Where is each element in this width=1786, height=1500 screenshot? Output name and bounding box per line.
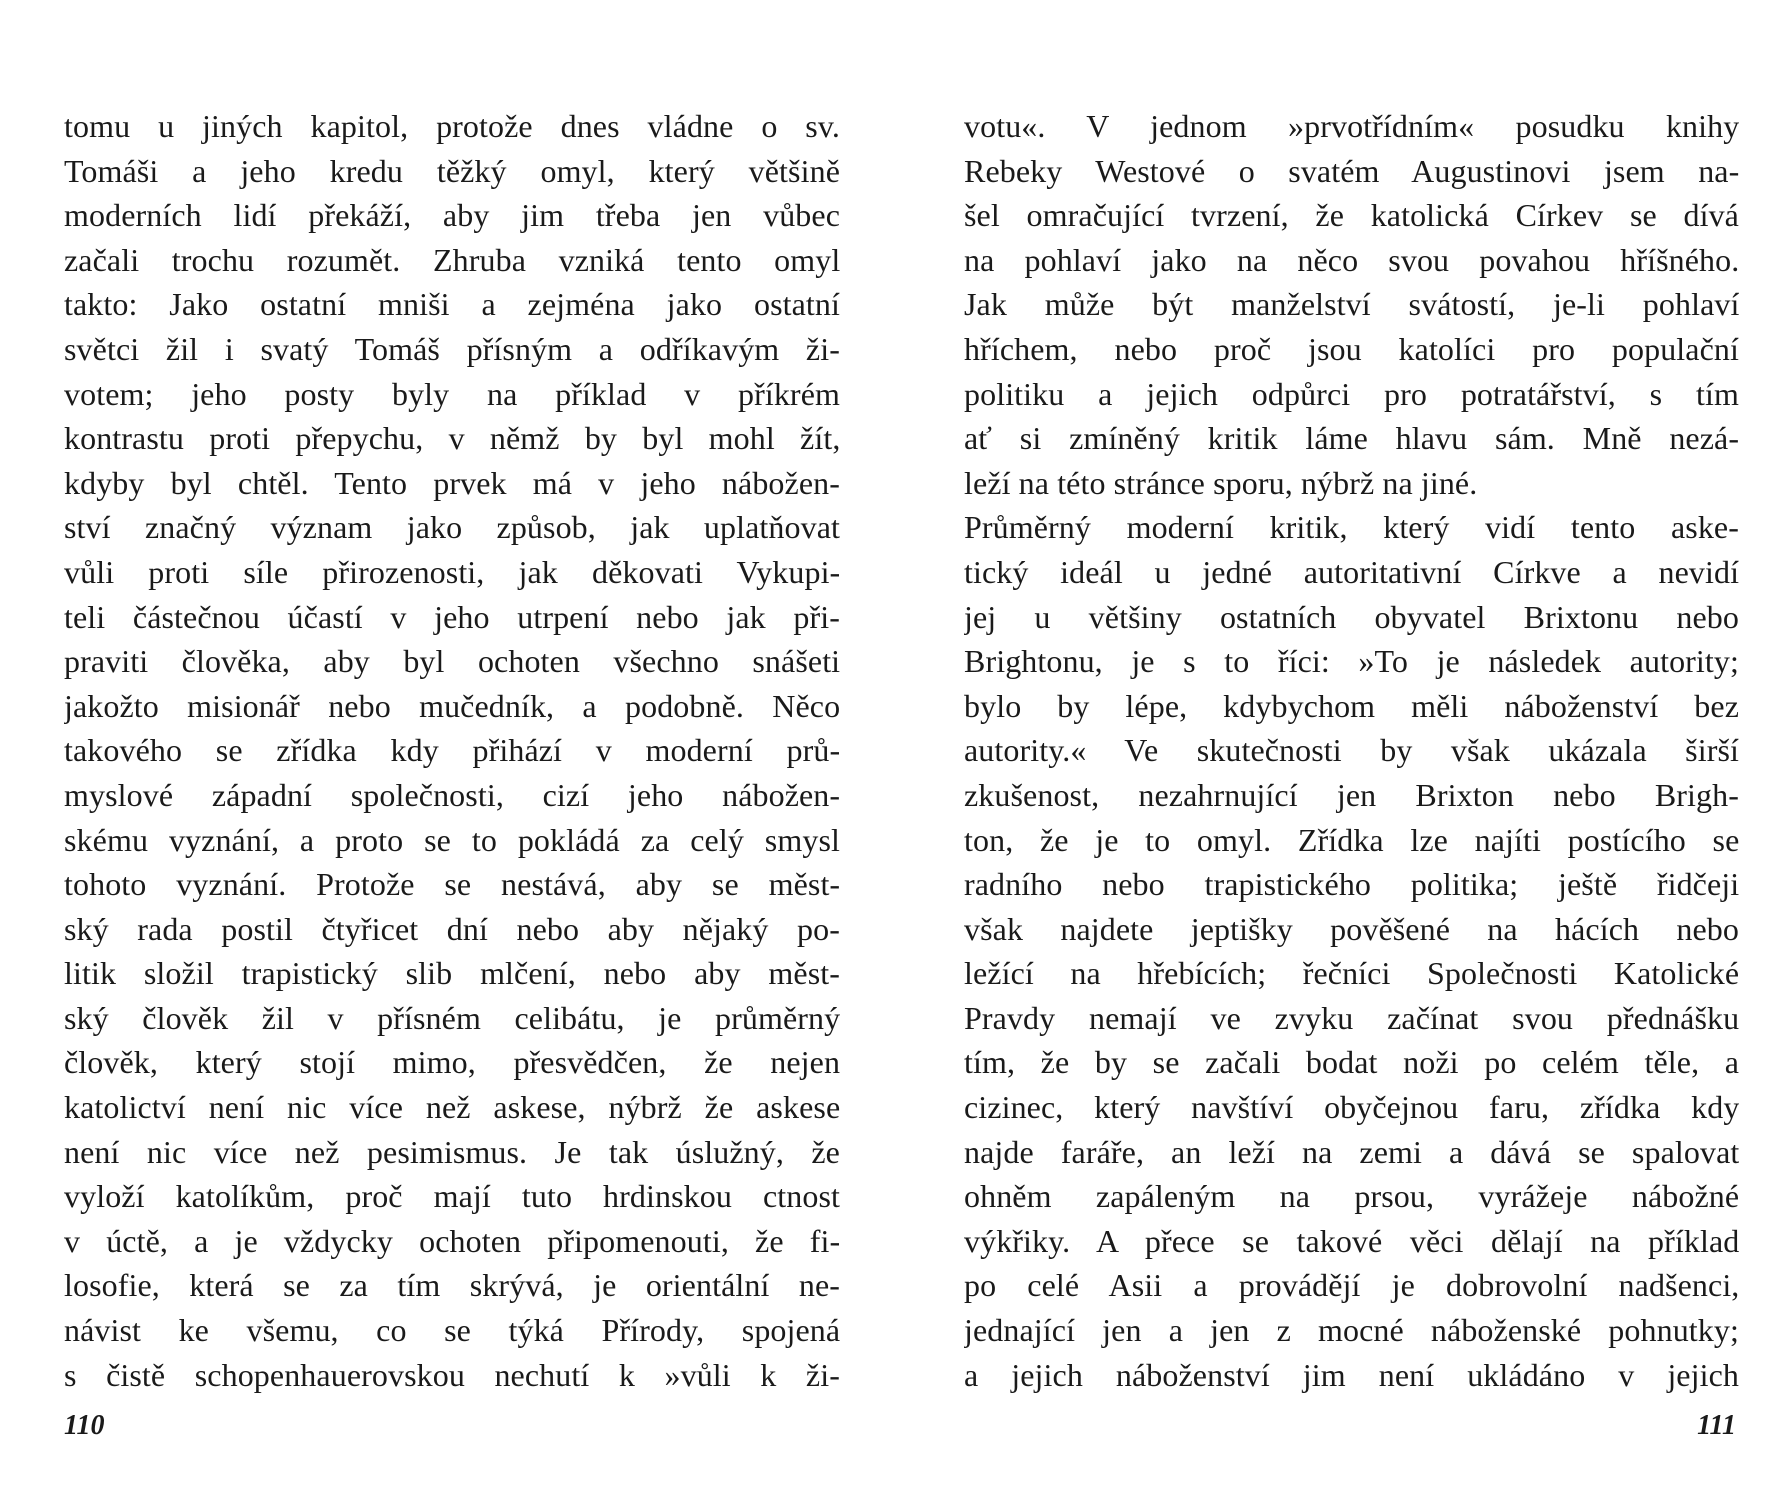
text-line: návist ke všemu, co se týká Přírody, spojená <box>64 1312 840 1349</box>
text-line: zkušenost, nezahrnující jen Brixton nebo Brigh- <box>964 776 1739 813</box>
text-line: jednající jen a jen z mocné náboženské pohnutky; <box>964 1312 1739 1349</box>
text-line: vyloží katolíkům, proč mají tuto hrdinskou ctnost <box>64 1178 840 1215</box>
text-line: votu«. V jednom »prvotřídním« posudku knihy <box>964 108 1739 144</box>
right-page-text <box>964 104 1739 1397</box>
text-line: tický ideál u jedné autoritativní Církve a nevidí <box>964 553 1739 590</box>
text-line: takto: Jako ostatní mniši a zejména jako ostatní <box>64 286 840 323</box>
text-line: ství značný význam jako způsob, jak uplatňovat <box>64 509 840 546</box>
text-line: takového se zřídka kdy přihází v moderní prů- <box>64 732 840 769</box>
text-line: moderních lidí překáží, aby jim třeba jen vůbec <box>64 197 840 234</box>
text-line: tím, že by se začali bodat noži po celém těle, a <box>964 1044 1739 1081</box>
text-line: tohoto vyznání. Protože se nestává, aby se měst- <box>64 866 840 903</box>
text-line: v úctě, a je vždycky ochoten připomenouti, že fi- <box>64 1222 840 1259</box>
page-number-right: 111 <box>1697 1410 1736 1441</box>
text-line: po celé Asii a provádějí je dobrovolní nadšenci, <box>964 1267 1739 1304</box>
text-line: jakožto misionář nebo mučedník, a podobně. Něco <box>64 687 840 724</box>
text-line: ať si zmíněný kritik láme hlavu sám. Mně nezá- <box>964 420 1739 457</box>
text-line: ský člověk žil v přísném celibátu, je průměrný <box>64 999 840 1036</box>
text-line: cizinec, který navštíví obyčejnou faru, zřídka kdy <box>964 1089 1739 1126</box>
text-line: ohněm zapáleným na prsou, vyrážeje nábožné <box>964 1178 1739 1215</box>
text-line: Jak může být manželství svátostí, je-li pohlaví <box>964 286 1739 323</box>
text-line: myslové západní společnosti, cizí jeho nábožen- <box>64 776 840 813</box>
text-line: politiku a jejich odpůrci pro potratářství, s tím <box>964 375 1739 412</box>
text-line: ský rada postil čtyřicet dní nebo aby nějaký po- <box>64 910 840 947</box>
text-line: skému vyznání, a proto se to pokládá za celý smysl <box>64 821 840 858</box>
text-line: Průměrný moderní kritik, který vidí tento aske- <box>964 509 1739 546</box>
page-number-left: 110 <box>64 1410 105 1441</box>
text-line: není nic více než pesimismus. Je tak úslužný, že <box>64 1133 840 1170</box>
text-line: ton, že je to omyl. Zřídka lze najíti postícího se <box>964 821 1739 858</box>
text-line: losofie, která se za tím skrývá, je orientální ne- <box>64 1267 840 1304</box>
text-line: ležící na hřebících; řečníci Společnosti Katolické <box>964 955 1739 992</box>
text-line: teli částečnou účastí v jeho utrpení nebo jak při- <box>64 598 840 635</box>
text-line: výkřiky. A přece se takové věci dělají na příklad <box>964 1222 1739 1259</box>
text-line: bylo by lépe, kdybychom měli náboženství bez <box>964 687 1739 724</box>
text-line: vůli proti síle přirozenosti, jak děkovati Vykupi- <box>64 553 840 590</box>
text-line: praviti člověka, aby byl ochoten všechno snášeti <box>64 643 840 680</box>
text-line: a jejich náboženství jim není ukládáno v jejich <box>964 1356 1739 1393</box>
right-page <box>893 0 1786 1500</box>
text-line: Rebeky Westové o svatém Augustinovi jsem na- <box>964 152 1739 189</box>
text-line: člověk, který stojí mimo, přesvědčen, že nejen <box>64 1044 840 1081</box>
text-line: šel omračující tvrzení, že katolická Církev se dívá <box>964 197 1739 234</box>
text-line: Pravdy nemají ve zvyku začínat svou přednášku <box>964 999 1739 1036</box>
text-line: začali trochu rozumět. Zhruba vzniká tento omyl <box>64 241 840 278</box>
text-line: najde faráře, an leží na zemi a dává se spalovat <box>964 1133 1739 1170</box>
text-line: Brightonu, je s to říci: »To je následek autority; <box>964 643 1739 680</box>
text-line: hříchem, nebo proč jsou katolíci pro populační <box>964 330 1739 367</box>
text-line: votem; jeho posty byly na příklad v příkrém <box>64 375 840 412</box>
text-line: na pohlaví jako na něco svou povahou hříšného. <box>964 241 1739 278</box>
text-line: tomu u jiných kapitol, protože dnes vládne o sv. <box>64 108 840 144</box>
text-line: katolictví není nic více než askese, nýbrž že askese <box>64 1089 840 1126</box>
text-line: litik složil trapistický slib mlčení, nebo aby měst- <box>64 955 840 992</box>
text-line: radního nebo trapistického politika; ještě řidčeji <box>964 866 1739 903</box>
text-line: kontrastu proti přepychu, v němž by byl mohl žít, <box>64 420 840 457</box>
text-line: autority.« Ve skutečnosti by však ukázala širší <box>964 732 1739 769</box>
left-page-text <box>64 104 840 1397</box>
text-line: s čistě schopenhauerovskou nechutí k »vůli k ži- <box>64 1356 840 1393</box>
text-line: Tomáši a jeho kredu těžký omyl, který většině <box>64 152 840 189</box>
text-line: leží na této stránce sporu, nýbrž na jiné. <box>964 464 1478 501</box>
text-line: světci žil i svatý Tomáš přísným a odříkavým ži- <box>64 330 840 367</box>
text-line: však najdete jeptišky pověšené na hácích nebo <box>964 910 1739 947</box>
text-line: kdyby byl chtěl. Tento prvek má v jeho nábožen- <box>64 464 840 501</box>
text-line: jej u většiny ostatních obyvatel Brixtonu nebo <box>964 598 1739 635</box>
